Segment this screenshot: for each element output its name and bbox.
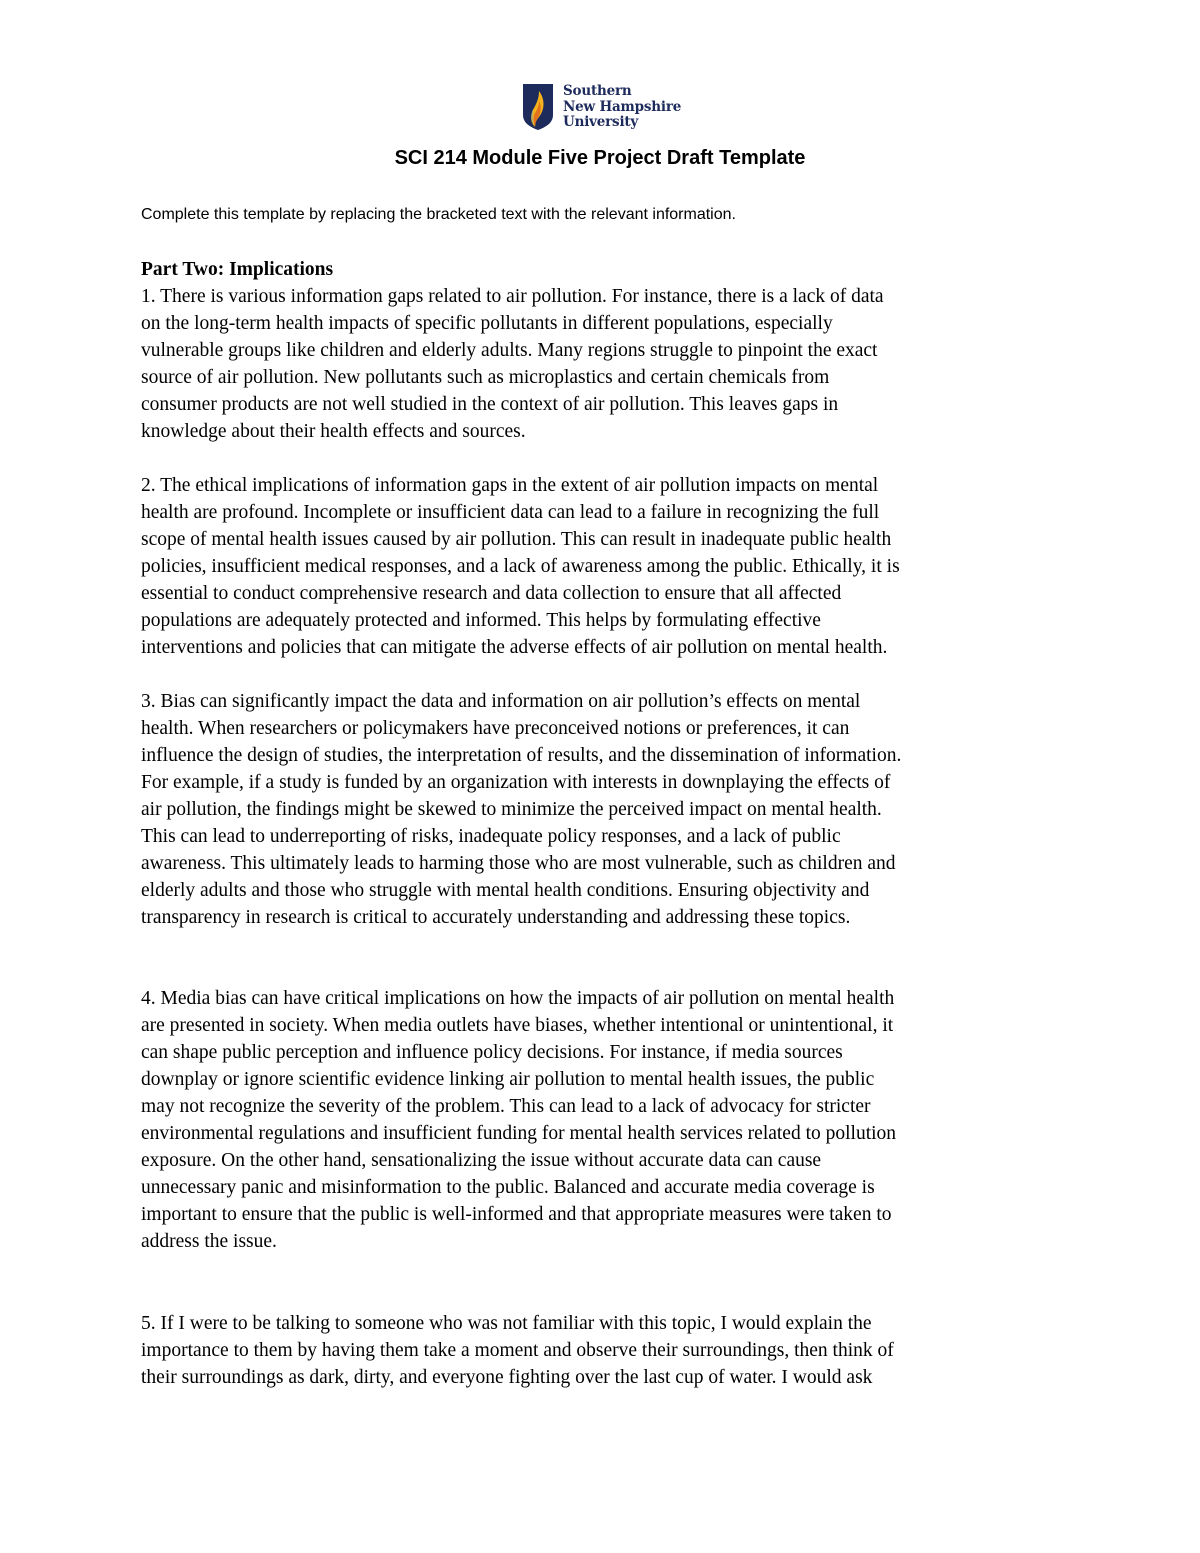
logo-line: Southern: [563, 83, 632, 99]
text-line: knowledge about their health effects and sources.: [141, 421, 526, 442]
text-line: air pollution, the findings might be skewed to minimize the perceived impact on mental health.: [141, 799, 882, 820]
text-line: vulnerable groups like children and elderly adults. Many regions struggle to pinpoint the exact: [141, 340, 878, 361]
text-line: 3. Bias can significantly impact the data and information on air pollution’s effects on mental: [141, 691, 861, 712]
text-line: elderly adults and those who struggle with mental health conditions. Ensuring objectivity and: [141, 880, 870, 901]
text-line: health are profound. Incomplete or insufficient data can lead to a failure in recognizing the full: [141, 502, 880, 523]
text-line: health. When researchers or policymakers have preconceived notions or preferences, it can: [141, 718, 850, 739]
text-line: unnecessary panic and misinformation to the public. Balanced and accurate media coverage is: [141, 1177, 875, 1198]
text-line: This can lead to underreporting of risks, inadequate policy responses, and a lack of public: [141, 826, 841, 847]
paragraph-1: [141, 283, 1066, 445]
text-line: importance to them by having them take a moment and observe their surroundings, then think of: [141, 1340, 894, 1361]
text-line: environmental regulations and insufficient funding for mental health services related to pollution: [141, 1123, 897, 1144]
logo-line: New Hampshire: [563, 98, 682, 115]
text-line: 1. There is various information gaps related to air pollution. For instance, there is a lack of data: [141, 286, 884, 307]
paragraph-2: [141, 472, 1066, 661]
template-instruction: Complete this template by replacing the bracketed text with the relevant information.: [141, 206, 736, 223]
text-line: downplay or ignore scientific evidence linking air pollution to mental health issues, the public: [141, 1069, 875, 1090]
text-line: essential to conduct comprehensive research and data collection to ensure that all affected: [141, 583, 842, 604]
logo-wordmark: [563, 84, 681, 131]
section-heading: Part Two: Implications: [141, 259, 334, 280]
text-line: 4. Media bias can have critical implications on how the impacts of air pollution on mental health: [141, 988, 895, 1009]
flame-shield-icon: [522, 83, 554, 131]
text-line: exposure. On the other hand, sensationalizing the issue without accurate data can cause: [141, 1150, 822, 1171]
text-line: may not recognize the severity of the problem. This can lead to a lack of advocacy for stricter: [141, 1096, 871, 1117]
paragraph-4: [141, 985, 1066, 1255]
text-line: their surroundings as dark, dirty, and everyone fighting over the last cup of water. I would ask: [141, 1367, 873, 1388]
paragraph-5: [141, 1310, 1066, 1391]
text-line: source of air pollution. New pollutants such as microplastics and certain chemicals from: [141, 367, 830, 388]
paragraph-3: [141, 688, 1066, 931]
text-line: 5. If I were to be talking to someone who was not familiar with this topic, I would explain the: [141, 1313, 872, 1334]
document-title: SCI 214 Module Five Project Draft Template: [394, 147, 806, 169]
text-line: For example, if a study is funded by an organization with interests in downplaying the effects of: [141, 772, 891, 793]
text-line: 2. The ethical implications of information gaps in the extent of air pollution impacts on mental: [141, 475, 879, 496]
text-line: important to ensure that the public is well-informed and that appropriate measures were taken to: [141, 1204, 892, 1225]
logo-line: University: [563, 114, 639, 130]
text-line: address the issue.: [141, 1231, 277, 1252]
text-line: consumer products are not well studied in the context of air pollution. This leaves gaps in: [141, 394, 839, 415]
text-line: policies, insufficient medical responses, and a lack of awareness among the public. Ethically, it is: [141, 556, 900, 577]
text-line: awareness. This ultimately leads to harming those who are most vulnerable, such as children and: [141, 853, 896, 874]
university-logo: [522, 83, 681, 131]
text-line: on the long-term health impacts of specific pollutants in different populations, especially: [141, 313, 833, 334]
text-line: transparency in research is critical to accurately understanding and addressing these topics.: [141, 907, 851, 928]
text-line: influence the design of studies, the interpretation of results, and the dissemination of information.: [141, 745, 902, 766]
text-line: populations are adequately protected and informed. This helps by formulating effective: [141, 610, 821, 631]
text-line: are presented in society. When media outlets have biases, whether intentional or unintentional, it: [141, 1015, 894, 1036]
text-line: can shape public perception and influence policy decisions. For instance, if media sources: [141, 1042, 843, 1063]
text-line: scope of mental health issues caused by air pollution. This can result in inadequate public health: [141, 529, 892, 550]
text-line: interventions and policies that can mitigate the adverse effects of air pollution on mental health.: [141, 637, 888, 658]
